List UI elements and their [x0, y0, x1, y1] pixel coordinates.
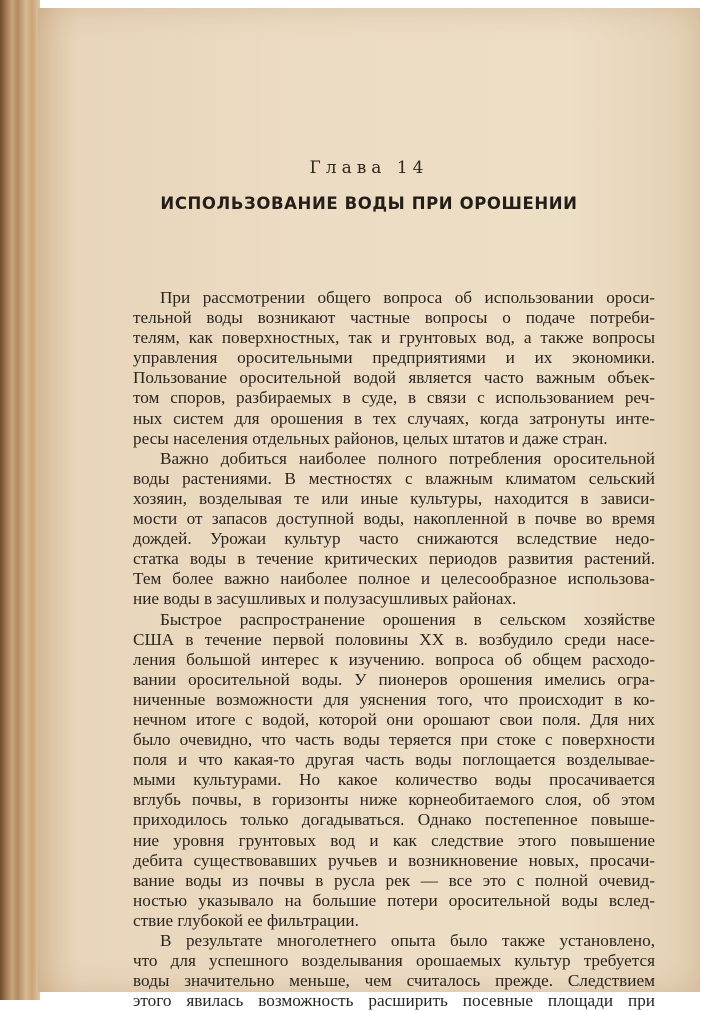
text-line: дождей. Урожаи культур часто снижаются вследствие недо- — [133, 529, 655, 549]
text-line: воды значительно меньше, чем считалось прежде. Следствием — [133, 971, 655, 991]
text-line: США в течение первой половины XX в. возбудило среди насе- — [133, 629, 655, 649]
text-line: ние уровня грунтовых вод и как следствие этого повышение — [133, 830, 655, 850]
text-line: ностью указывало на большие потери оросительной воды вслед- — [133, 890, 655, 910]
text-line: ления большой интерес к изучению. вопроса об общем расходо- — [133, 649, 655, 669]
text-line: вание воды из почвы в русла рек — все это с полной очевид- — [133, 870, 655, 890]
text-line: управления оросительными предприятиями и их экономики. — [133, 348, 655, 368]
text-line: поля и что какая-то другая часть воды поглощается возделывае- — [133, 750, 655, 770]
text-line: Пользование оросительной водой является часто важным объек- — [133, 368, 655, 388]
text-line: воды растениями. В местностях с влажным климатом сельский — [133, 468, 655, 488]
text-line: Тем более важно наиболее полное и целесообразное использова- — [133, 569, 655, 589]
text-line: статка воды в течение критических периодов развития растений. — [133, 549, 655, 569]
text-line: мости от запасов доступной воды, накопленной в почве во время — [133, 509, 655, 529]
text-line: что для успешного возделывания орошаемых культур требуется — [133, 951, 655, 971]
chapter-number: Глава 14 — [309, 158, 429, 178]
text-line: приходилось только догадываться. Однако постепенное повыше- — [133, 810, 655, 830]
text-line: было очевидно, что часть воды теряется при стоке с поверхности — [133, 730, 655, 750]
text-line: ниченные возможности для уяснения того, что происходит в ко- — [133, 689, 655, 709]
text-line: вании оросительной воды. У пионеров орошения имелись огра- — [133, 669, 655, 689]
text-line: нечном итоге с водой, которой они орошают свои поля. Для них — [133, 709, 655, 729]
text-line: ресы населения отдельных районов, целых штатов и даже стран. — [133, 428, 608, 448]
text-line: ных систем для орошения в тех случаях, когда затронуты инте- — [133, 408, 655, 428]
text-line: Быстрое распространение орошения в сельском хозяйстве — [160, 609, 655, 629]
text-line: вглубь почвы, в горизонты ниже корнеобитаемого слоя, об этом — [133, 790, 655, 810]
text-line: При рассмотрении общего вопроса об использовании ороси- — [160, 288, 655, 307]
text-line: хозяин, возделывая те или иные культуры, находится в зависи- — [133, 488, 655, 508]
text-line: ствие глубокой ее фильтрации. — [133, 910, 359, 930]
text-line: ние воды в засушливых и полузасушливых районах. — [133, 589, 517, 609]
chapter-title: ИСПОЛЬЗОВАНИЕ ВОДЫ ПРИ ОРОШЕНИИ — [160, 194, 578, 213]
book-spine-edge — [0, 0, 40, 1000]
body-text — [133, 288, 655, 1011]
text-line: мыми культурами. Но какое количество воды просачивается — [133, 770, 655, 790]
text-line: дебита существовавших ручьев и возникновение новых, просачи- — [133, 850, 655, 870]
text-line: Важно добиться наиболее полного потребления оросительной — [160, 448, 655, 468]
text-line: этого явилась возможность расширить посевные площади при — [133, 991, 655, 1011]
text-line: тельной воды возникают частные вопросы о подаче потреби- — [133, 308, 655, 328]
text-line: В результате многолетнего опыта было также установлено, — [160, 931, 655, 950]
text-line: том споров, разбираемых в суде, в связи с использованием реч- — [133, 388, 655, 408]
text-line: телям, как поверхностных, так и грунтовых вод, а также вопросы — [133, 328, 655, 348]
